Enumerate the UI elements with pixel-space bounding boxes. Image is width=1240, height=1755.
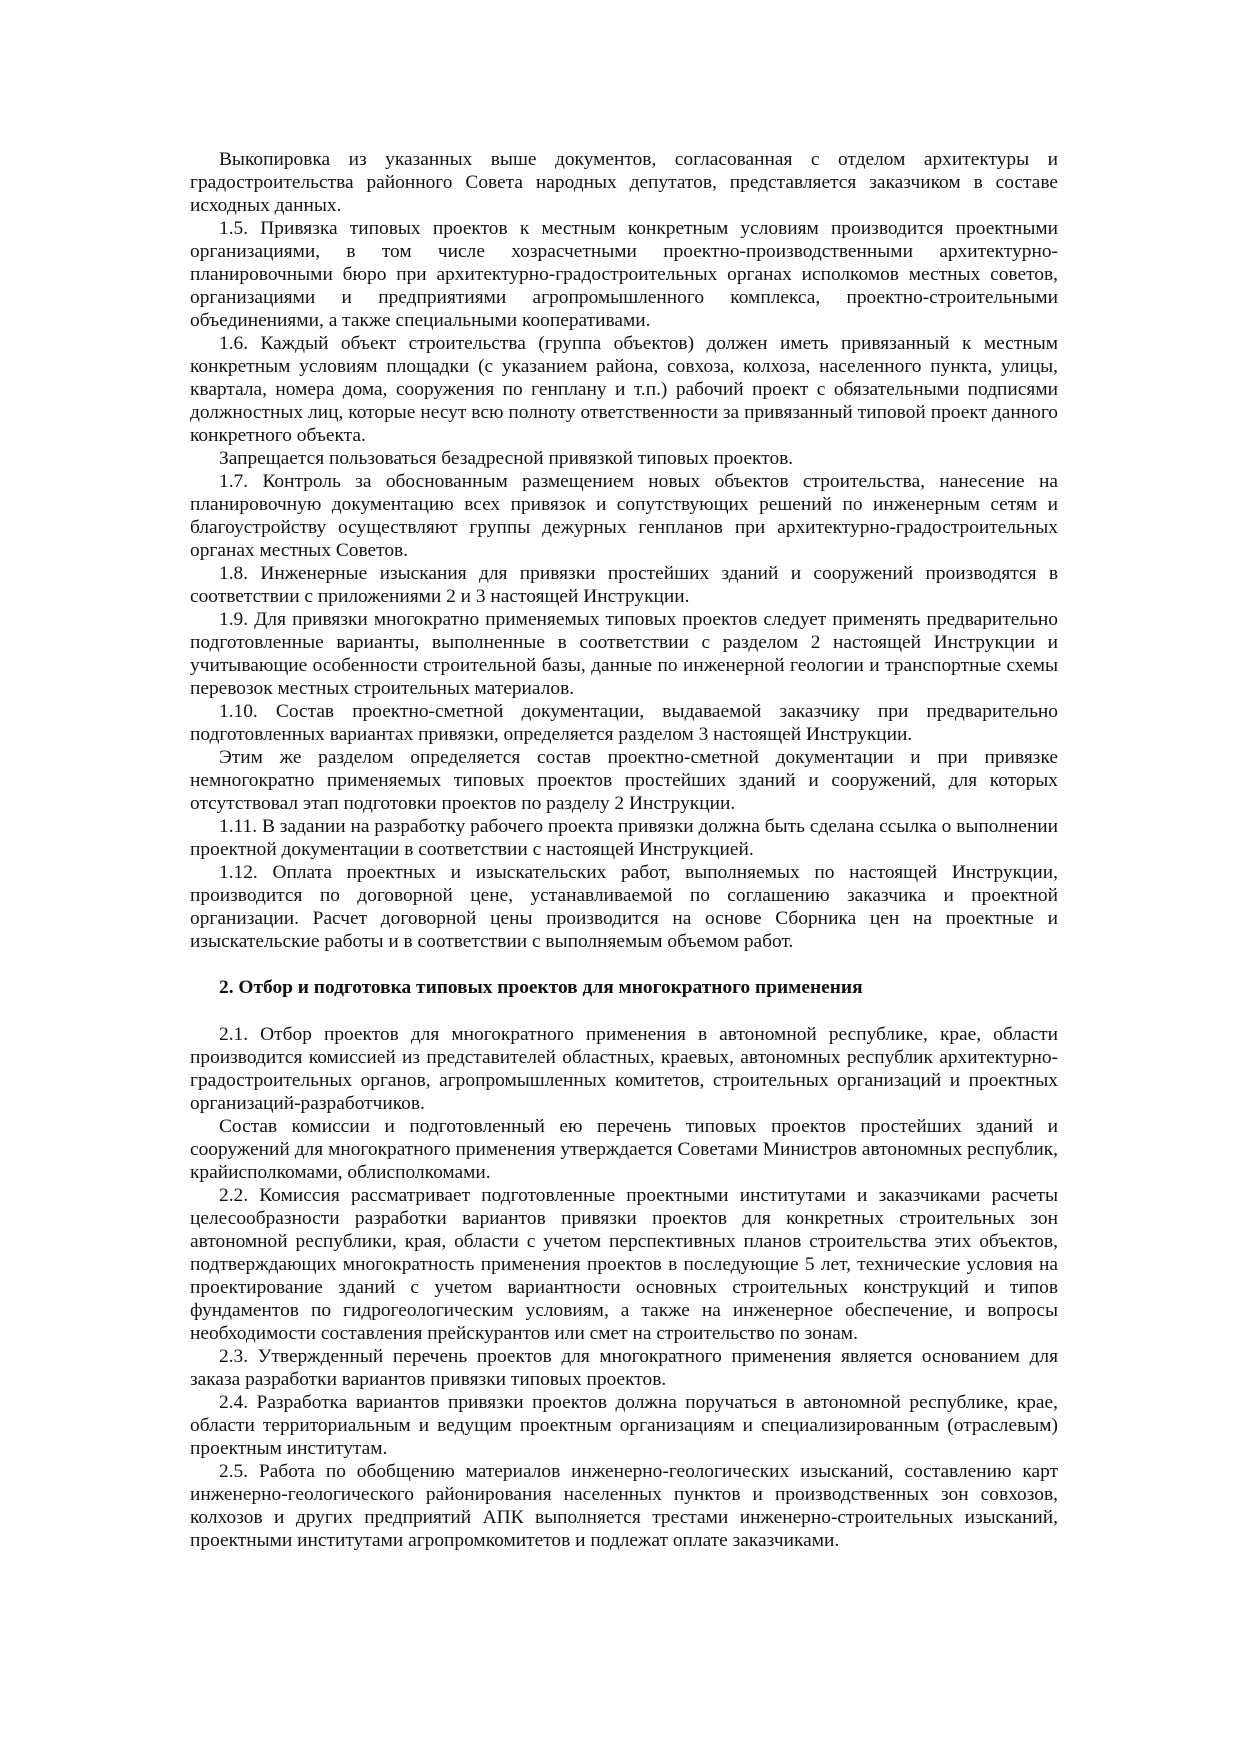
paragraph-1-6: 1.6. Каждый объект строительства (группа объектов) должен иметь привязанный к местным конкретным условиям площадки (с указанием района, совхоза, колхоза, населенного пункта, улицы, квартала, номера дома, сооружения по генплану и т.п.) рабочий проект с обязательными подписями должностных лиц, которые несут всю полноту ответственности за привязанный типовой проект данного конкретного объекта.: [190, 333, 1058, 446]
paragraph-commission: Состав комиссии и подготовленный ею перечень типовых проектов простейших зданий и сооружений для многократного применения утверждается Советами Министров автономных республик, крайисполкомами, облисполкомами.: [190, 1116, 1058, 1183]
paragraph-2-2: 2.2. Комиссия рассматривает подготовленные проектными институтами и заказчиками расчеты целесообразности разработки вариантов привязки проектов для конкретных строительных зон автономной республики, края, области с учетом перспективных планов строительства этих объектов, подтверждающих многократность применения проектов в последующие 5 лет, технические условия на проектирование зданий с учетом вариантности основных строительных конструкций и типов фундаментов по гидрогеологическим условиям, а также на инженерное обеспечение, и вопросы необходимости составления прейскурантов или смет на строительство по зонам.: [190, 1185, 1058, 1344]
paragraph-1-8: 1.8. Инженерные изыскания для привязки простейших зданий и сооружений производятся в соответствии с приложениями 2 и 3 настоящей Инструкции.: [190, 563, 1058, 607]
section-2: [190, 1023, 1058, 1552]
section-1-continued: [190, 148, 1058, 953]
paragraph-2-5: 2.5. Работа по обобщению материалов инженерно-геологических изысканий, составлению карт инженерно-геологического районирования населенных пунктов и производственных зон совхозов, колхозов и других предприятий АПК выполняется трестами инженерно-строительных изысканий, проектными институтами агропромкомитетов и подлежат оплате заказчиками.: [190, 1461, 1058, 1551]
paragraph-1-9: 1.9. Для привязки многократно применяемых типовых проектов следует применять предварительно подготовленные варианты, выполненные в соответствии с разделом 2 настоящей Инструкции и учитывающие особенности строительной базы, данные по инженерной геологии и транспортные схемы перевозок местных строительных материалов.: [190, 609, 1058, 699]
paragraph-2-4: 2.4. Разработка вариантов привязки проектов должна поручаться в автономной республике, крае, области территориальным и ведущим проектным организациям и специализированным (отраслевым) проектным институтам.: [190, 1392, 1058, 1459]
paragraph-1-5: 1.5. Привязка типовых проектов к местным конкретным условиям производится проектными организациями, в том числе хозрасчетными проектно-производственными архитектурно-планировочными бюро при архитектурно-градостроительных органах исполкомов местных советов, организациями и предприятиями агропромышленного комплекса, проектно-строительными объединениями, а также специальными кооперативами.: [190, 218, 1058, 331]
paragraph-2-3: 2.3. Утвержденный перечень проектов для многократного применения является основанием для заказа разработки вариантов привязки типовых проектов.: [190, 1346, 1058, 1390]
paragraph-2-1: 2.1. Отбор проектов для многократного применения в автономной республике, крае, области производится комиссией из представителей областных, краевых, автономных республик архитектурно-градостроительных органов, агропромышленных комитетов, строительных организаций и проектных организаций-разработчиков.: [190, 1024, 1058, 1114]
paragraph-1-7: 1.7. Контроль за обоснованным размещением новых объектов строительства, нанесение на планировочную документацию всех привязок и сопутствующих решений по инженерным сетям и благоустройству осуществляют группы дежурных генпланов при архитектурно-градостроительных органах местных Советов.: [190, 471, 1058, 561]
paragraph-1-12: 1.12. Оплата проектных и изыскательских работ, выполняемых по настоящей Инструкции, производится по договорной цене, устанавливаемой по соглашению заказчика и проектной организации. Расчет договорной цены производится на основе Сборника цен на проектные и изыскательские работы и в соответствии с выполняемым объемом работ.: [190, 862, 1058, 952]
paragraph-extract-approval: Выкопировка из указанных выше документов, согласованная с отделом архитектуры и градостроительства районного Совета народных депутатов, представляется заказчиком в составе исходных данных.: [190, 149, 1058, 216]
paragraph-prohibition: Запрещается пользоваться безадресной привязкой типовых проектов.: [219, 448, 794, 469]
paragraph-1-11: 1.11. В задании на разработку рабочего проекта привязки должна быть сделана ссылка о выполнении проектной документации в соответствии с настоящей Инструкцией.: [190, 816, 1058, 860]
paragraph-1-10-note: Этим же разделом определяется состав проектно-сметной документации и при привязке немногократно применяемых типовых проектов простейших зданий и сооружений, для которых отсутствовал этап подготовки проектов по разделу 2 Инструкции.: [190, 747, 1058, 814]
document-page: [190, 148, 1058, 1552]
section-2-heading: 2. Отбор и подготовка типовых проектов для многократного применения: [219, 977, 863, 998]
paragraph-1-10: 1.10. Состав проектно-сметной документации, выдаваемой заказчику при предварительно подготовленных вариантах привязки, определяется разделом 3 настоящей Инструкции.: [190, 701, 1058, 745]
